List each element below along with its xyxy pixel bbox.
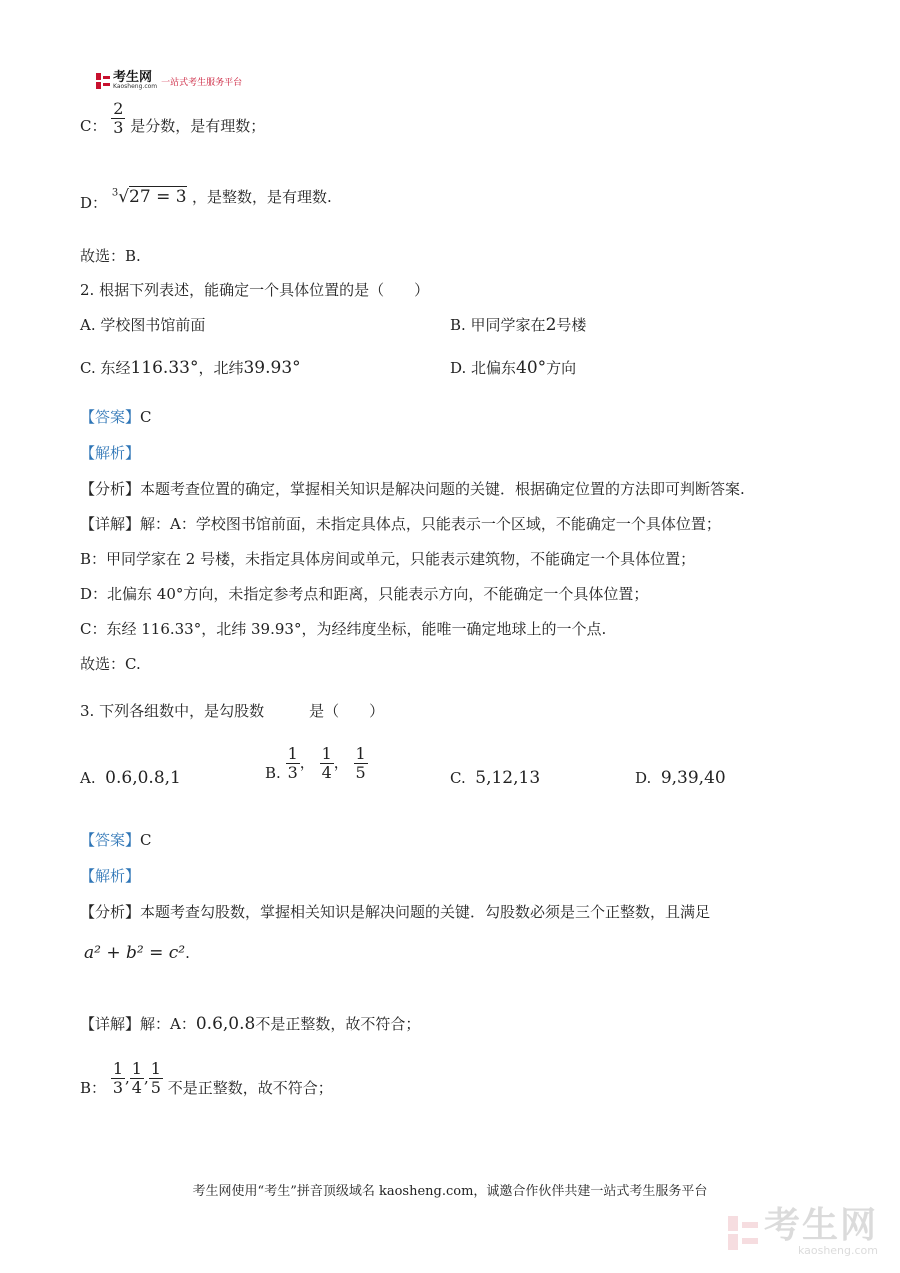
fraction-b2: $\frac{1}{4}$ (131, 1059, 142, 1097)
q3-analysis-tag: 【解析】 (80, 867, 141, 885)
q3-option-c: C. 5,12,13 (450, 768, 541, 788)
q3-stem: 3. 下列各组数中，是勾股数 是（ ） (80, 702, 385, 720)
q2-choice: 故选：C. (80, 655, 141, 673)
site-logo (96, 72, 242, 90)
watermark (728, 1205, 878, 1257)
line-d: D： $^3$√27 = 3 ，是整数，是有理数. (80, 187, 332, 212)
line-c: C： $\frac{2}{3}$ 是分数，是有理数； (80, 99, 266, 137)
q2-detail-b: B：甲同学家在 2 号楼，未指定具体房间或单元，只能表示建筑物，不能确定一个具体位置； (80, 550, 696, 568)
q3-answer: 【答案】C (80, 831, 152, 849)
fraction-one-fifth: $\frac{1}{5}$ (355, 744, 366, 782)
fraction-b1: $\frac{1}{3}$ (112, 1059, 123, 1097)
q2-detail: 【详解】解：A：学校图书馆前面，未指定具体点，只能表示一个区域，不能确定一个具体位置； (80, 515, 721, 533)
q2-detail-c: C：东经 116.33°，北纬 39.93°，为经纬度坐标，能唯一确定地球上的一个点. (80, 620, 607, 638)
q3-option-d: D. 9,39,40 (635, 768, 726, 788)
q1-choice: 故选：B. (80, 247, 141, 265)
logo-slogan: 一站式考生服务平台 (161, 77, 243, 88)
q2-option-b: B. 甲同学家在2号楼 (450, 315, 587, 335)
fraction-b3: $\frac{1}{5}$ (150, 1059, 161, 1097)
fraction-one-quarter: $\frac{1}{4}$ (321, 744, 332, 782)
fraction-one-third: $\frac{1}{3}$ (287, 744, 298, 782)
fraction-two-thirds: $\frac{2}{3}$ (113, 99, 124, 137)
pythagorean-formula: a² + b² = c². (84, 943, 190, 963)
logo-domain: Kaosheng.com (113, 83, 158, 90)
q3-analysis: 【分析】本题考查勾股数，掌握相关知识是解决问题的关键．勾股数必须是三个正整数，且满足 (80, 903, 711, 921)
q2-stem: 2. 根据下列表述，能确定一个具体位置的是（ ） (80, 281, 430, 299)
q2-option-d: D. 北偏东40°方向 (450, 358, 577, 378)
watermark-domain: kaosheng.com (797, 1244, 878, 1257)
q2-option-c: C. 东经116.33°，北纬39.93° (80, 358, 301, 378)
page-footer: 考生网使用“考生”拼音顶级域名 kaosheng.com，诚邀合作伙伴共建一站式考生服务平台 (192, 1184, 708, 1199)
q2-option-a: A. 学校图书馆前面 (80, 316, 206, 334)
q3-option-a: A. 0.6,0.8,1 (80, 768, 181, 788)
q3-detail-b: B： $\frac{1}{3}$ , $\frac{1}{4}$ , $\frac{1}{5}$ 不是正整数，故不符合； (80, 1059, 333, 1097)
logo-brand: 考生网 Kaosheng.com (113, 70, 158, 90)
watermark-brand: 考生网 (763, 1205, 878, 1246)
q3-detail: 【详解】解：A：0.6,0.8不是正整数，故不符合； (80, 1014, 421, 1034)
q2-analysis: 【分析】本题考查位置的确定，掌握相关知识是解决问题的关键．根据确定位置的方法即可判断答案. (80, 480, 745, 498)
cube-root-expression: $^3$√27 = 3 (111, 187, 187, 207)
watermark-logo-icon (728, 1216, 758, 1250)
q3-option-b: B. $\frac{1}{3}$ ， $\frac{1}{4}$ ， $\frac{1}{5}$ (265, 744, 366, 782)
logo-mark-icon (96, 73, 110, 89)
q2-analysis-tag: 【解析】 (80, 444, 141, 462)
q2-answer: 【答案】C (80, 408, 152, 426)
q2-detail-d: D：北偏东 40°方向，未指定参考点和距离，只能表示方向，不能确定一个具体位置； (80, 585, 649, 603)
